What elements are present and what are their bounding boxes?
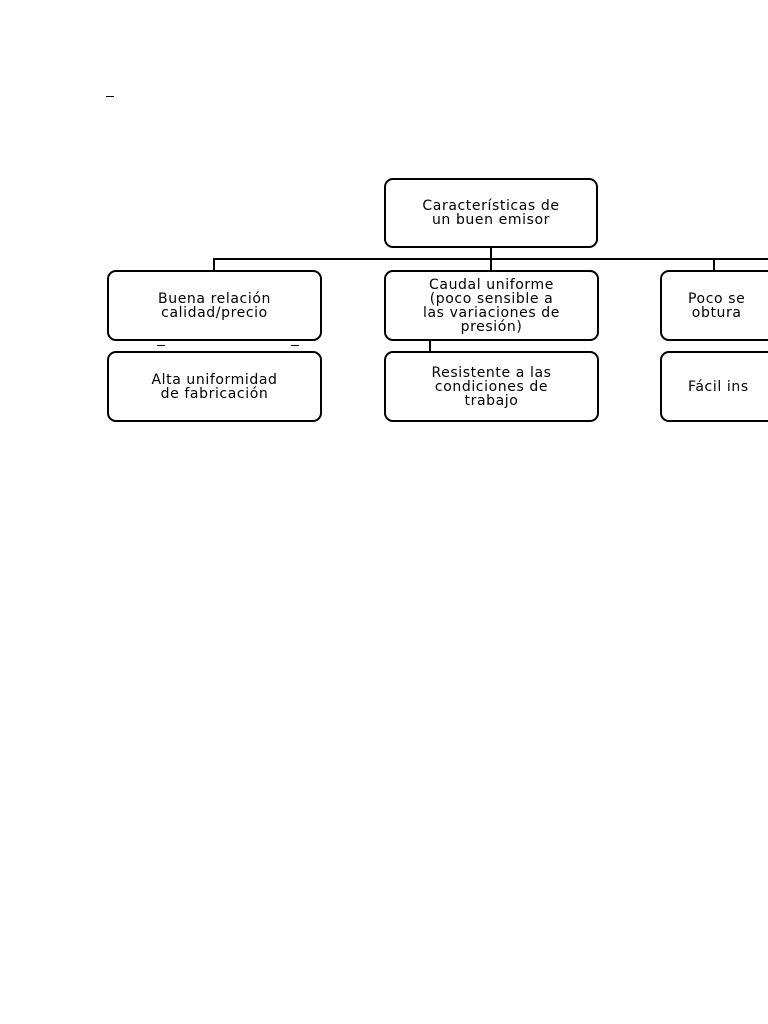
node-alta-uniformidad-text: Alta uniformidad de fabricación	[151, 371, 278, 402]
node-resistente	[384, 351, 599, 422]
stray-dash-right	[291, 345, 299, 346]
node-poco-se-obtura	[660, 270, 768, 341]
node-resistente-text: Resistente a las condiciones de trabajo	[431, 364, 552, 409]
root-node-text: Características de un buen emisor	[422, 198, 560, 228]
stray-dash-left	[157, 345, 165, 346]
root-node	[384, 178, 598, 248]
node-buena-relacion-text: Buena relación calidad/precio	[158, 290, 271, 321]
node-caudal-uniforme	[384, 270, 599, 341]
node-facil-ins	[660, 351, 768, 422]
node-alta-uniformidad	[107, 351, 322, 422]
node-poco-se-obtura-text: Poco se obtura	[688, 290, 746, 321]
node-caudal-uniforme-text: Caudal uniforme (poco sensible a las variaciones de presión)	[423, 276, 560, 335]
node-buena-relacion	[107, 270, 322, 341]
node-facil-ins-text: Fácil ins	[688, 378, 749, 395]
stray-dash-top	[106, 96, 114, 97]
